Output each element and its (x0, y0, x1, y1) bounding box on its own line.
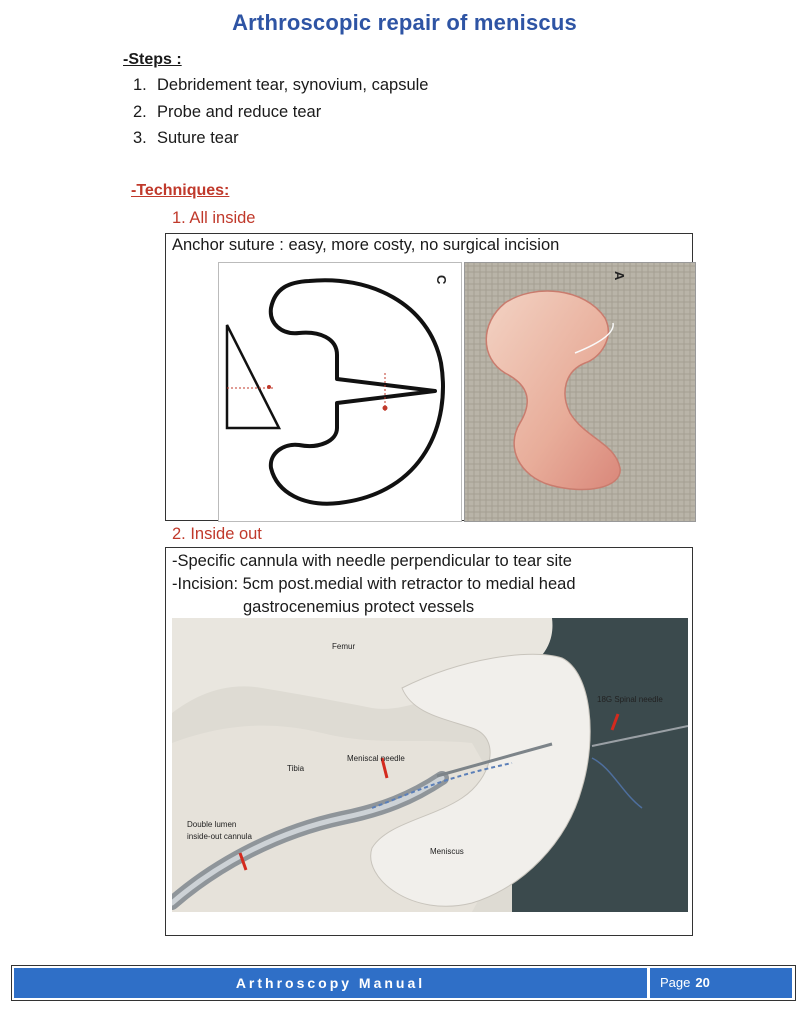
meniscus-diagram (219, 263, 461, 521)
step-text: Probe and reduce tear (157, 103, 322, 121)
techniques-heading: -Techniques: (131, 182, 230, 199)
footer-manual-title: Arthroscopy Manual (14, 968, 647, 998)
label-femur: Femur (332, 642, 356, 651)
inside-out-heading: 2. Inside out (172, 525, 262, 543)
meniscus-diagram-figure (218, 262, 462, 522)
step-number: 2. (133, 103, 147, 121)
inside-out-model-photo (172, 618, 688, 912)
step-item (133, 103, 321, 122)
all-inside-heading: 1. All inside (172, 209, 256, 227)
step-text: Debridement tear, synovium, capsule (157, 76, 429, 94)
step-text: Suture tear (157, 129, 239, 147)
steps-heading: -Steps : (123, 51, 182, 68)
label-spinal-needle: 18G Spinal needle (597, 695, 663, 704)
inside-out-line-2: -Incision: 5cm post.medial with retractor to medial head (172, 575, 576, 593)
footer-page-indicator (650, 968, 792, 998)
label-meniscal-needle: Meniscal needle (347, 754, 405, 763)
page-label: Page (660, 975, 691, 990)
step-item (133, 129, 239, 148)
label-cannula-line-2: inside-out cannula (187, 832, 252, 841)
all-inside-description: Anchor suture : easy, more costy, no surgical incision (172, 236, 560, 254)
inside-out-line-1: -Specific cannula with needle perpendicular to tear site (172, 552, 572, 570)
figure-label-a: A (612, 271, 627, 281)
specimen-photo-drawing (465, 263, 695, 521)
step-item (133, 76, 428, 95)
step-number: 3. (133, 129, 147, 147)
figure-label-c: C (434, 275, 449, 285)
inside-out-line-3: gastrocenemius protect vessels (243, 598, 475, 616)
page-number: 20 (695, 975, 710, 990)
label-tibia: Tibia (287, 764, 305, 773)
knee-model-drawing (172, 618, 688, 912)
label-meniscus: Meniscus (430, 847, 464, 856)
label-cannula-line-1: Double lumen (187, 820, 237, 829)
page-title: Arthroscopic repair of meniscus (232, 10, 577, 35)
step-number: 1. (133, 76, 147, 94)
meniscus-specimen-photo (464, 262, 696, 522)
